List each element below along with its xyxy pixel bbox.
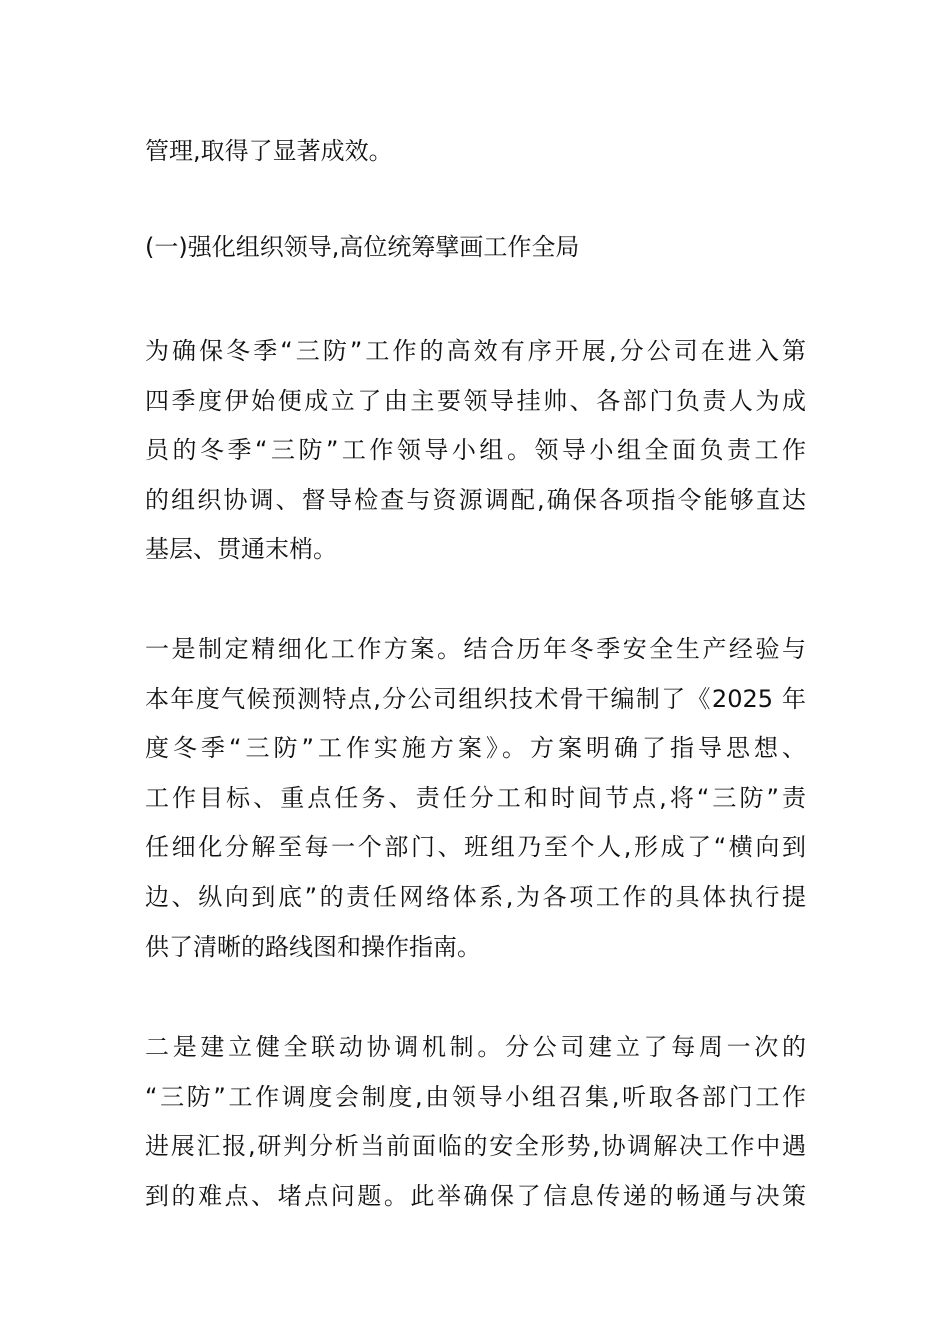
text-line: 工作目标、重点任务、责任分工和时间节点,将“三防”责 (145, 783, 806, 812)
paragraph-coordination (145, 1023, 806, 1221)
text-line: 四季度伊始便成立了由主要领导挂帅、各部门负责人为成 (145, 386, 806, 415)
text-line: 本年度气候预测特点,分公司组织技术骨干编制了《2025 年 (145, 684, 806, 713)
paragraph-conclusion (145, 127, 806, 177)
text-line: 供了清晰的路线图和操作指南。 (145, 932, 481, 961)
text-line: 为确保冬季“三防”工作的高效有序开展,分公司在进入第 (145, 337, 806, 365)
text-line: 员的冬季“三防”工作领导小组。领导小组全面负责工作 (145, 436, 806, 465)
text-line: 的组织协调、督导检查与资源调配,确保各项指令能够直达 (145, 485, 806, 514)
text-line: 基层、贯通末梢。 (145, 535, 337, 564)
section-heading (145, 223, 806, 273)
heading-text: (一)强化组织领导,高位统筹擘画工作全局 (145, 233, 580, 261)
text-line: 进展汇报,研判分析当前面临的安全形势,协调解决工作中遇 (145, 1132, 806, 1161)
text-line: 管理,取得了显著成效。 (145, 137, 393, 165)
paragraph-leadership-group (145, 327, 806, 575)
paragraph-work-plan (145, 625, 806, 972)
text-line: 到的难点、堵点问题。此举确保了信息传递的畅通与决策 (145, 1181, 806, 1210)
text-line: 任细化分解至每一个部门、班组乃至个人,形成了“横向到 (145, 833, 806, 862)
text-line: 二是建立健全联动协调机制。分公司建立了每周一次的 (145, 1033, 806, 1061)
text-line: 一是制定精细化工作方案。结合历年冬季安全生产经验与 (145, 635, 806, 663)
text-line: 度冬季“三防”工作实施方案》。方案明确了指导思想、 (145, 734, 806, 763)
text-line: 边、纵向到底”的责任网络体系,为各项工作的具体执行提 (145, 882, 806, 911)
text-line: “三防”工作调度会制度,由领导小组召集,听取各部门工作 (145, 1082, 806, 1111)
